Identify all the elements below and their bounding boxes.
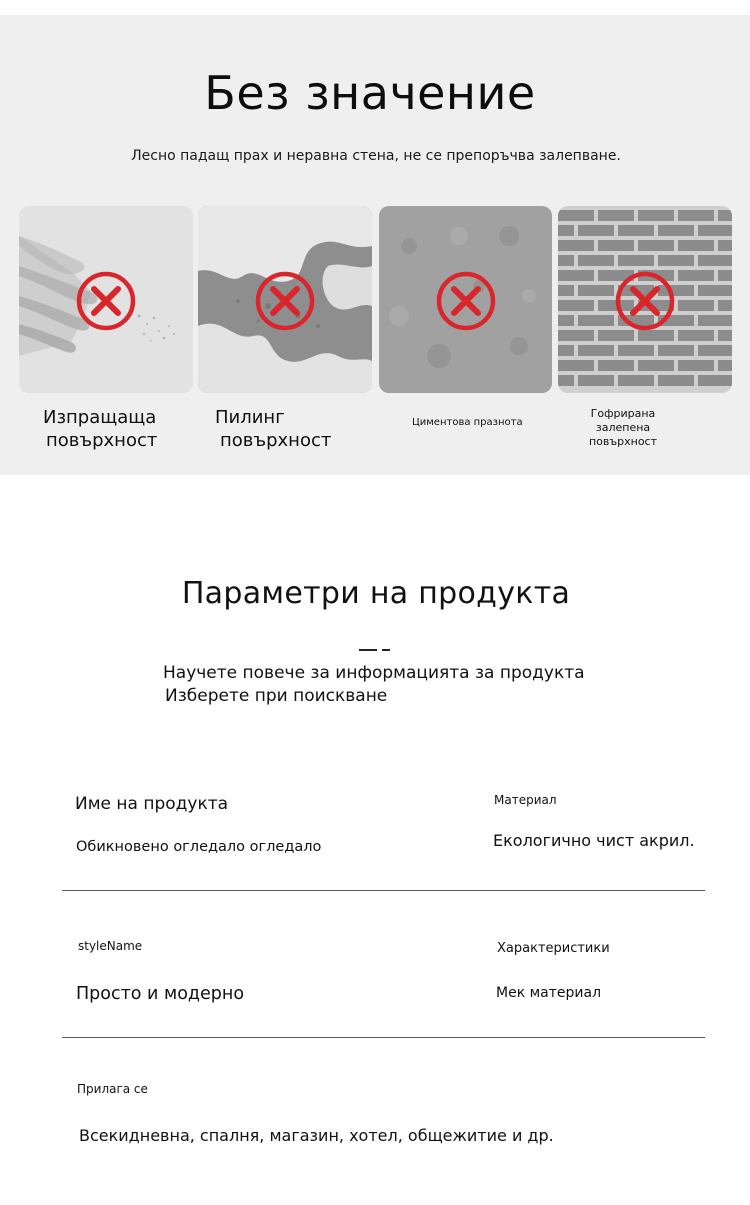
- surface-label-peeling: [215, 406, 331, 453]
- param-value-material: Екологично чист акрил.: [493, 831, 695, 850]
- surface-label-cement: [412, 416, 523, 429]
- surface-label-line: Циментова празнота: [412, 417, 523, 428]
- param-value-style: Просто и модерно: [76, 984, 245, 1004]
- cross-in-circle-icon: [254, 270, 316, 332]
- params-intro: [163, 662, 585, 708]
- surface-label-brick: [586, 407, 660, 449]
- section-subtitle: Лесно падащ прах и неравна стена, не се препоръчва залепване.: [131, 148, 621, 164]
- param-label-style: styleName: [78, 939, 143, 953]
- title-divider: [382, 649, 390, 651]
- surface-label-line: Гофрирана: [590, 407, 656, 420]
- param-label-product-name: Име на продукта: [75, 794, 229, 814]
- surface-label-line: повърхност: [220, 430, 332, 452]
- surface-image-cement: [379, 206, 552, 393]
- surface-label-line: повърхност: [46, 430, 158, 452]
- surface-label-line: повърхност: [588, 435, 658, 449]
- row-divider: [62, 890, 705, 891]
- cross-in-circle-icon: [75, 270, 137, 332]
- section-title: Без значение: [204, 66, 536, 120]
- surface-image-dusty: [19, 206, 193, 393]
- surface-image-peeling: [198, 206, 372, 393]
- param-value-product-name: Обикновено огледало огледало: [76, 839, 322, 855]
- cross-in-circle-icon: [614, 270, 676, 332]
- surface-label-line: Пилинг: [215, 407, 285, 428]
- param-value-applies: Всекидневна, спалня, магазин, хотел, общежитие и др.: [79, 1126, 554, 1145]
- param-label-features: Характеристики: [497, 941, 610, 956]
- param-label-material: Материал: [494, 793, 557, 807]
- surface-label-dusty: [43, 406, 157, 453]
- intro-line: Научете повече за информацията за продукта: [163, 663, 585, 683]
- surface-label-line: Изпращаща: [43, 407, 157, 428]
- title-divider: [359, 649, 377, 651]
- row-divider: [62, 1037, 705, 1038]
- cross-in-circle-icon: [435, 270, 497, 332]
- param-value-features: Мек материал: [496, 985, 602, 1001]
- intro-line: Изберете при поискване: [165, 686, 388, 706]
- surface-label-line: залепена: [595, 421, 651, 435]
- params-title: Параметри на продукта: [181, 576, 571, 611]
- param-label-applies: Прилага се: [77, 1082, 148, 1096]
- surface-image-brick: [558, 206, 732, 393]
